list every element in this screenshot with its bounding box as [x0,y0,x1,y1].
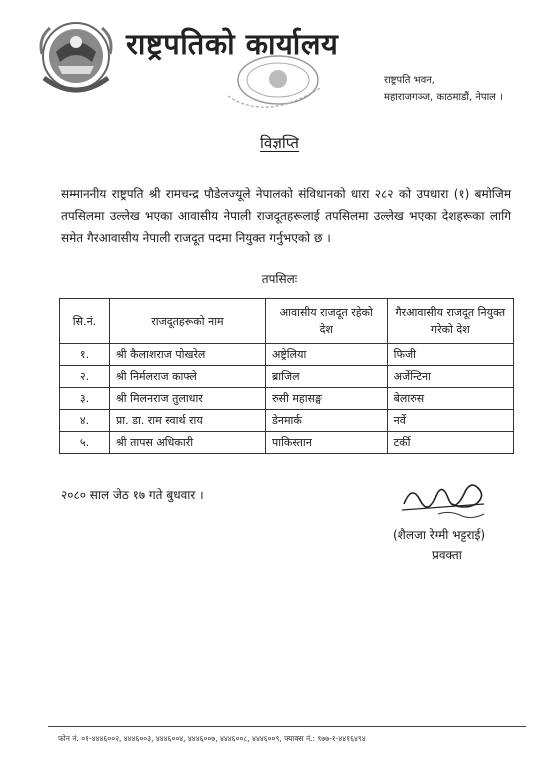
cell-serial: ३. [60,388,110,410]
cell-serial: १. [60,344,110,366]
table-row [60,344,514,366]
cell-resident-country: अष्ट्रेलिया [265,344,387,366]
cell-nonresident-country: बेलारुस [387,388,513,410]
ambassador-table [59,298,514,454]
cell-serial: ५. [60,432,110,454]
table-row [60,432,514,454]
cell-name: प्रा. डा. राम स्वार्थ राय [109,410,265,432]
header-resident-country: आवासीय राजदूत रहेको देश [265,299,387,344]
cell-name: श्री निर्मलराज काफ्ले [109,366,265,388]
footer-contact: फोन नं. ०१-४४४६००२, ४४४६००३, ४४४६००४, ४४४६००७, ४४४६००८, ४४४६००९, फ्याक्स नं.: ९७७-१-४४१६४९४ [58,734,366,743]
cell-nonresident-country: अर्जेन्टिना [387,366,513,388]
address-line-2: महाराजगञ्ज, काठमाडौं, नेपाल । [384,92,503,103]
cell-nonresident-country: फिजी [387,344,513,366]
details-heading: तपसिलः [261,272,298,286]
table-row [60,366,514,388]
notice-title-text: विज्ञप्ति [260,134,299,152]
signatory-role: प्रवक्ता [432,548,462,562]
header-serial: सि.नं. [60,299,110,344]
cell-name: श्री तापस अधिकारी [109,432,265,454]
cell-nonresident-country: टर्की [387,432,513,454]
handwritten-signature-icon [398,474,498,522]
footer-divider [48,726,526,727]
office-address [384,72,503,106]
address-line-1: राष्ट्रपति भवन, [384,75,435,86]
cell-serial: ४. [60,410,110,432]
office-stamp-icon [216,52,336,120]
table-row [60,388,514,410]
header-name: राजदूतहरूको नाम [109,299,265,344]
cell-name: श्री कैलाशराज पोखरेल [109,344,265,366]
nepal-emblem-icon [36,18,116,96]
cell-serial: २. [60,366,110,388]
signatory-name: (शैलजा रेग्मी भट्टराई) [393,528,486,542]
cell-resident-country: पाकिस्तान [265,432,387,454]
notice-body: सम्माननीय राष्ट्रपति श्री रामचन्द्र पौडेलज्यूले नेपालको संविधानको धारा २८२ को उपधारा (१) बमोजिम तपसिलमा उल्लेख भएका आवासीय नेपाली राजदूतहरूलाई तपसिलमा उल्लेख भएका देशहरूका लागि समेत गैरआवासीय नेपाली राजदूत पदमा नियुक्त गर्नुभएको छ । [61,187,511,245]
table-row [60,410,514,432]
cell-name: श्री मिलनराज तुलाधार [109,388,265,410]
table-header-row [60,299,514,344]
header-nonresident-country: गैरआवासीय राजदूत नियुक्त गरेको देश [387,299,513,344]
office-title: राष्ट्रपतिको कार्यालय [126,27,339,61]
cell-resident-country: ब्राजिल [265,366,387,388]
cell-resident-country: रुसी महासङ्घ [265,388,387,410]
cell-nonresident-country: नर्वे [387,410,513,432]
notice-title [0,133,559,153]
issue-date: २०८० साल जेठ १७ गते बुधवार । [61,488,204,502]
cell-resident-country: डेनमार्क [265,410,387,432]
